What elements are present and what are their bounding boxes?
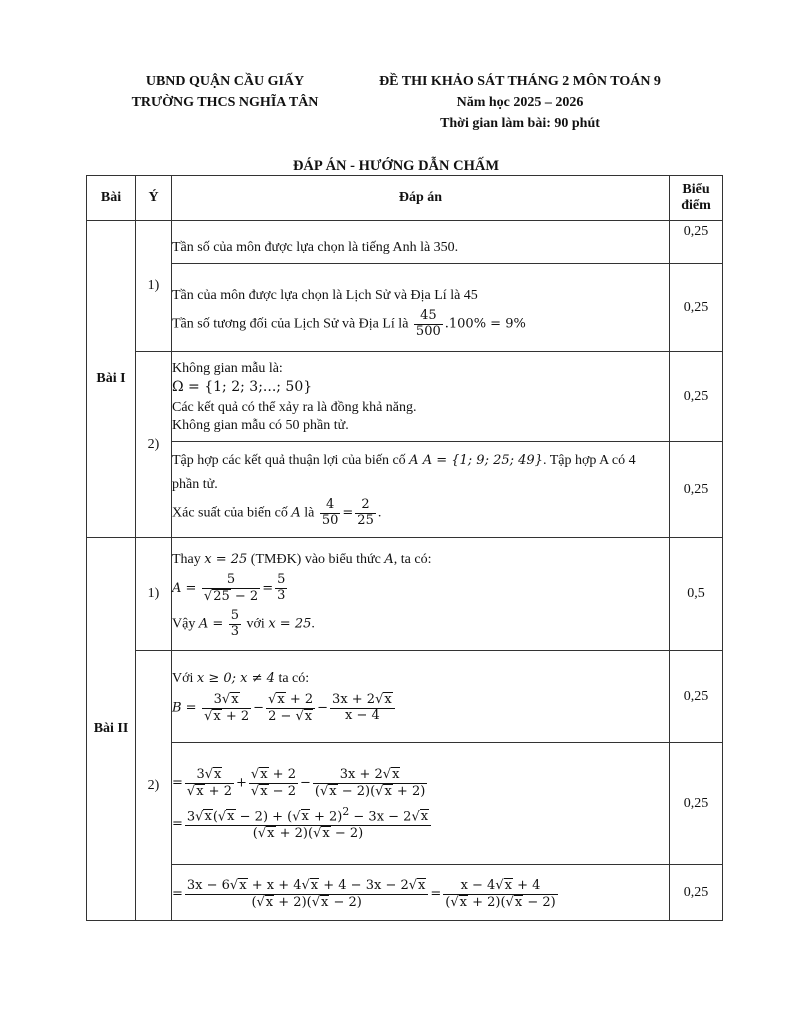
table-row [87, 264, 723, 352]
bai2-r4-score: 0,25 [670, 865, 723, 921]
bai1-r4-answer [172, 442, 670, 538]
bai2-r2-cond-math: x ≥ 0; x ≠ 4 [196, 671, 275, 687]
table-header-row [87, 176, 723, 221]
bai1-r3-answer [172, 352, 670, 442]
bai2-r2-score: 0,25 [670, 651, 723, 743]
bai1-r4-frac2 [355, 498, 376, 529]
table-row [87, 651, 723, 743]
bai2-r1-eq: A = $\frac{5}{√25 - 2}$ = $\frac{5}{3}$ [172, 571, 286, 604]
header-right-line3: Thời gian làm bài: 90 phút [440, 116, 600, 131]
bai2-r4-eq: = $\frac{3x - 6√x + x + 4√x + 4 - 3x - 2√x}{(√x + 2)(√x - 2)}$ = $\frac{x - 4√x + 4}{(√x + 2)(√x - 2)}$ [172, 878, 556, 910]
bai2-r1-A: A = [172, 580, 197, 596]
bai1-r4-frac1-den: 50 [321, 513, 339, 529]
bai2-r1-den-rest: − 2 [234, 588, 259, 604]
bai2-r2-term3: $\frac{3x + 2√x}{x - 4}$ [330, 692, 395, 724]
bai2-r3-answer [172, 743, 670, 865]
header-dap-an: Đáp án [172, 176, 670, 221]
bai1-r2-line2 [172, 309, 669, 340]
bai1-r4-line1 [172, 452, 669, 470]
bai2-r1-line1-pre: Thay [172, 551, 201, 567]
header-left-line1: UBND QUẬN CẦU GIẤY [145, 74, 305, 89]
bai1-r1-answer [172, 221, 670, 264]
table-row [87, 743, 723, 865]
bai1-r4-line1-pre: Tập hợp các kết quả thuận lợi của biến cố [172, 452, 406, 468]
header-bieu-diem [670, 176, 723, 221]
header-bai: Bài [87, 176, 136, 221]
bai2-r3-score: 0,25 [670, 743, 723, 865]
bai1-r4-line2: phần tử. [172, 477, 218, 493]
bai1-r1-text: Tần số của môn được lựa chọn là tiếng Anh là 350. [172, 240, 459, 256]
bai2-r3-term1: $\frac{3√x}{√x + 2}$ [186, 766, 232, 799]
bai2-r1-den-rad: 25 [213, 588, 230, 604]
bai2-r1-result2 [229, 609, 241, 640]
bai1-r3-score: 0,25 [670, 352, 723, 442]
bai1-r2-line2-post: .100% = 9% [444, 316, 526, 332]
bai2-r1-res2-den: 3 [230, 623, 240, 639]
bai2-r2-eq: B = $\frac{3√x}{√x + 2}$ − $\frac{√x + 2}{2 - √x}$ − $\frac{3x + 2√x}{x - 4}$ [172, 692, 669, 725]
bai2-r1-vay: Vậy [172, 616, 196, 632]
bai2-r1-result [275, 573, 287, 604]
bai1-r3-omega: Ω = {1; 2; 3;...; 50} [172, 378, 313, 395]
bai1-r3-line4: Không gian mẫu có 50 phần tử. [172, 418, 349, 434]
bai2-r2-answer [172, 651, 670, 743]
bai2-r1-A2: A = [198, 616, 224, 632]
bai2-r2-cond-post: ta có: [278, 671, 310, 687]
bai2-r3-eq1: = $\frac{3√x}{√x + 2}$ + $\frac{√x + 2}{√x - 2}$ − $\frac{3x + 2√x}{(√x - 2)(√x + 2)}$ [172, 766, 426, 799]
bai2-r1-frac-num: 5 [202, 573, 260, 589]
bai1-r2-frac-den: 500 [415, 324, 441, 340]
bai1-label: Bài I [87, 221, 136, 538]
bai2-r2-cond [172, 670, 669, 688]
bai1-r4-line3: Xác suất của biến cố A là $\frac{4}{50}$ = $\frac{2}{25}$ . [172, 497, 382, 529]
bai2-r1-var: A [384, 551, 394, 567]
bai2-r1-res-den: 3 [277, 588, 286, 604]
bai2-r3-term2: $\frac{√x + 2}{√x - 2}$ [250, 766, 296, 799]
bai2-r3-term3: $\frac{3x + 2√x}{(√x - 2)(√x + 2)}$ [314, 766, 426, 799]
header-right-line1: ĐỀ THI KHẢO SÁT THÁNG 2 MÔN TOÁN 9 [379, 74, 661, 89]
bai2-y2: 2) [136, 651, 172, 921]
bai2-r1-line1-post: (TMĐK) vào biểu thức [250, 551, 381, 567]
bai2-r1-voi: với [246, 616, 265, 632]
bai2-r1-score: 0,5 [670, 538, 723, 651]
bai2-r1-res2-num: 5 [230, 607, 240, 623]
header-diem-line2: điểm [681, 198, 711, 213]
bai1-r4-line1-post: . Tập hợp A có 4 [542, 452, 636, 468]
bai2-r1-frac [202, 573, 260, 605]
bai2-r1-conclusion [172, 609, 669, 640]
bai2-r1-x: x = 25 [268, 616, 312, 632]
bai2-r1-dot: . [311, 616, 315, 632]
table-row [87, 221, 723, 264]
bai2-r4-expanded: $\frac{3x - 6√x + x + 4√x + 4 - 3x - 2√x}{(√x + 2)(√x - 2)}$ [185, 878, 428, 911]
bai1-r2-line2-pre: Tần số tương đối của Lịch Sử và Địa Lí là [172, 316, 409, 332]
bai2-label: Bài II [87, 538, 136, 921]
bai2-r4-simplified: $\frac{x - 4√x + 4}{(√x + 2)(√x - 2)}$ [445, 878, 556, 910]
bai2-r1-res-num: 5 [277, 572, 286, 588]
bai1-r1-score: 0,25 [670, 221, 723, 264]
bai1-r2-answer [172, 264, 670, 352]
header-y: Ý [136, 176, 172, 221]
bai1-r2-score: 0,25 [670, 264, 723, 352]
bai2-r4-answer [172, 865, 670, 921]
page-title: ĐÁP ÁN - HƯỚNG DẪN CHẤM [292, 158, 500, 174]
bai1-r4-frac2-num: 2 [355, 498, 376, 514]
bai1-r2-fraction [414, 309, 443, 340]
bai2-r3-eq2: = $\frac{3√x(√x - 2) + (√x + 2)^2 - 3x - 2√x}{(√x + 2)(√x - 2)}$ [172, 806, 669, 842]
table-row [87, 442, 723, 538]
bai2-r3-combined: $\frac{3√x(√x - 2) + (√x + 2)^2 - 3x - 2√x}{(√x + 2)(√x - 2)}$ [185, 806, 431, 842]
bai1-r4-frac2-den: 25 [357, 513, 374, 529]
bai2-r1-line1 [172, 551, 669, 569]
table-row [87, 352, 723, 442]
bai1-r4-frac1 [320, 498, 341, 529]
bai1-r2-frac-num: 45 [414, 309, 443, 325]
bai1-y1: 1) [136, 221, 172, 352]
bai1-r4-score: 0,25 [670, 442, 723, 538]
bai1-r4-var: A [291, 505, 301, 521]
table-row [87, 865, 723, 921]
grading-table [86, 175, 723, 921]
bai2-r2-term2: $\frac{√x + 2}{2 - √x}$ [268, 691, 314, 724]
bai2-y1: 1) [136, 538, 172, 651]
bai1-r4-frac1-num: 4 [320, 498, 341, 514]
bai2-r1-subst: x = 25 [204, 551, 248, 567]
header-diem-line1: Biểu [682, 182, 710, 197]
bai2-r2-B: B = [172, 700, 197, 716]
bai2-r1-frac-den: √25 − 2 [203, 588, 259, 604]
header-right-line2: Năm học 2025 – 2026 [456, 95, 584, 110]
bai1-r4-set: A A = {1; 9; 25; 49} [409, 452, 543, 468]
bai1-y2: 2) [136, 352, 172, 538]
bai1-r3-line1: Không gian mẫu là: [172, 360, 283, 376]
bai2-r1-answer [172, 538, 670, 651]
header-left-line2: TRƯỜNG THCS NGHĨA TÂN [131, 95, 319, 110]
bai2-r1-line1-end: , ta có: [393, 551, 432, 567]
table-row [87, 538, 723, 651]
bai2-r2-term1: $\frac{3√x}{√x + 2}$ [204, 691, 250, 724]
bai1-r4-line3-pre: Xác suất của biến cố [172, 505, 288, 521]
bai1-r3-line3: Các kết quả có thể xảy ra là đồng khả năng. [172, 400, 417, 415]
bai1-r2-line1: Tần của môn được lựa chọn là Lịch Sử và Địa Lí là 45 [172, 287, 478, 303]
bai2-r2-cond-pre: Với [172, 671, 194, 687]
bai1-r4-la: là [304, 505, 315, 521]
